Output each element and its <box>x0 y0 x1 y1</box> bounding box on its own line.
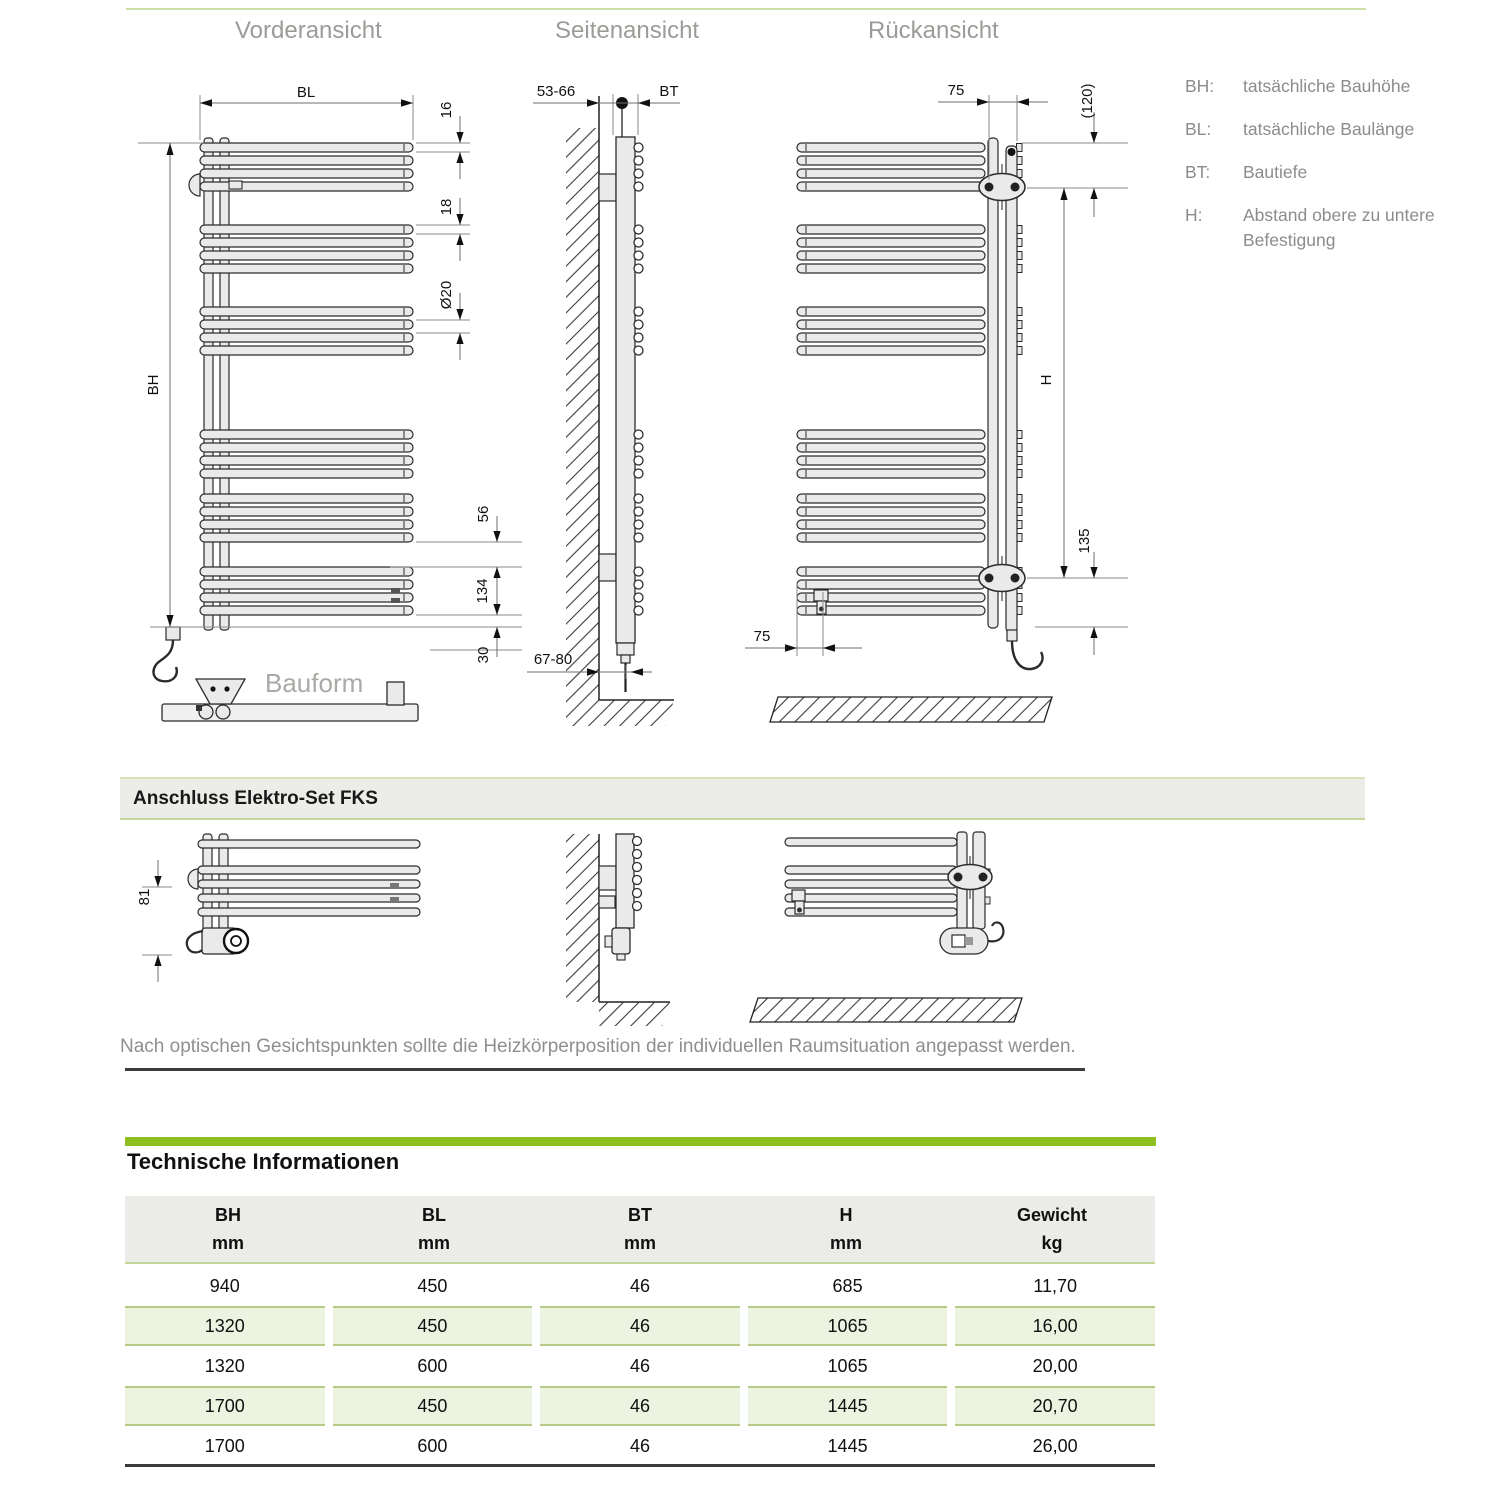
cell-bt: 46 <box>540 1386 740 1426</box>
dim-label-134: 134 <box>474 578 491 604</box>
cell-bl: 450 <box>417 1275 448 1296</box>
dim-label-floor-gap: 67-80 <box>533 651 573 668</box>
table-row <box>125 1426 1155 1466</box>
column-label: BH <box>215 1204 241 1225</box>
column-label: Gewicht <box>1016 1204 1087 1225</box>
cell-bl: 600 <box>417 1355 448 1376</box>
cell-bl: 450 <box>333 1386 533 1426</box>
legend-value: tatsächliche Baulänge <box>1243 119 1415 140</box>
column-unit: mm <box>623 1232 656 1253</box>
dim-label-bh: BH <box>145 374 162 396</box>
bauform-label: Bauform <box>265 668 364 698</box>
column-unit: mm <box>417 1232 450 1253</box>
cell-bt: 46 <box>629 1275 650 1296</box>
cell-h: 1445 <box>748 1386 948 1426</box>
fks-drawing <box>120 828 1180 1040</box>
legend-key: H: <box>1185 205 1203 226</box>
front-vent-valve <box>229 181 242 189</box>
cell-gewicht: 16,00 <box>955 1306 1155 1346</box>
view-title-rear: Rückansicht <box>868 17 999 44</box>
table-title: Technische Informationen <box>127 1149 400 1174</box>
power-cable-hook <box>1012 641 1043 669</box>
rear-view <box>745 82 1128 722</box>
dim-label-bt: BT <box>659 83 679 100</box>
legend-key: BL: <box>1185 119 1212 140</box>
legend-value: Abstand obere zu untere Befestigung <box>1243 205 1435 250</box>
fks-side-fragment <box>566 834 670 1026</box>
cell-gewicht: 20,00 <box>1032 1355 1078 1376</box>
table-row <box>125 1346 1155 1386</box>
side-collector-pipe <box>616 137 635 643</box>
legend-value: Bautiefe <box>1243 162 1308 183</box>
view-title-side: Seitenansicht <box>555 17 700 44</box>
dim-label-18: 18 <box>438 198 455 216</box>
section-divider <box>125 1068 1085 1071</box>
dim-label-h: H <box>1038 374 1055 386</box>
fks-cable <box>988 922 1003 941</box>
column-unit: mm <box>829 1232 862 1253</box>
front-clip <box>391 588 400 593</box>
side-view <box>527 83 680 726</box>
wall-hatching <box>566 128 599 726</box>
front-collector-pipe <box>204 138 213 630</box>
cell-gewicht: 11,70 <box>1033 1275 1078 1296</box>
fks-cable <box>187 931 203 952</box>
table-body <box>125 1266 1155 1466</box>
front-connection-fitting <box>189 174 200 196</box>
front-collector-pipe <box>220 138 229 630</box>
dim-label-75-bottom: 75 <box>753 628 771 645</box>
legend-value: tatsächliche Bauhöhe <box>1243 76 1411 96</box>
cable-gland <box>1007 630 1017 641</box>
rear-pipe-dot <box>1008 148 1016 156</box>
cell-bh: 1320 <box>204 1355 245 1376</box>
cell-bt: 46 <box>629 1435 650 1456</box>
rear-clamp <box>792 890 805 901</box>
floor-hatching <box>599 700 674 726</box>
dim-label-75-top: 75 <box>947 82 965 99</box>
cable-gland <box>166 627 180 640</box>
dim-label-120: (120) <box>1079 83 1096 119</box>
position-note: Nach optischen Gesichtspunkten sollte die Heizkörperposition der individuellen Raumsituation angepasst werden. <box>120 1036 1076 1057</box>
column-header-bl <box>331 1196 537 1262</box>
fks-rear-fragment <box>750 832 1022 1022</box>
wall-bracket <box>599 174 616 201</box>
dim-label-30: 30 <box>475 646 492 664</box>
rear-clamp <box>814 590 828 601</box>
cell-bh: 1320 <box>125 1306 325 1346</box>
cell-bt: 46 <box>629 1355 650 1376</box>
fks-section-title: Anschluss Elektro-Set FKS <box>133 787 378 809</box>
table-row <box>125 1306 1155 1346</box>
wall-bracket <box>599 554 616 581</box>
technical-drawing-main <box>120 70 1180 770</box>
cell-h: 1065 <box>748 1306 948 1346</box>
cell-bh: 1700 <box>204 1435 245 1456</box>
cell-bl: 450 <box>333 1306 533 1346</box>
table-row <box>125 1386 1155 1426</box>
wall-hatching <box>566 834 599 1002</box>
column-header-bh <box>125 1196 331 1262</box>
cell-bh: 1700 <box>125 1386 325 1426</box>
table-header <box>125 1196 1155 1264</box>
floor-hatching <box>599 1002 670 1026</box>
cell-h: 1445 <box>827 1435 868 1456</box>
dim-label-135: 135 <box>1076 528 1093 554</box>
floor-strip <box>750 998 1022 1022</box>
cell-bl: 600 <box>417 1435 448 1456</box>
dim-label-d20: Ø20 <box>438 280 455 310</box>
accent-bar <box>125 1137 1156 1146</box>
dim-label-bl: BL <box>296 84 316 101</box>
legend-key: BT: <box>1185 162 1211 183</box>
cell-h: 1065 <box>827 1355 868 1376</box>
rear-collector-pipe <box>1006 146 1017 632</box>
column-header-bt <box>537 1196 743 1262</box>
front-view <box>138 84 522 721</box>
column-label: BT <box>628 1204 652 1225</box>
fks-front-fragment <box>136 834 420 982</box>
power-cable-hook <box>153 640 176 681</box>
dim-label-56: 56 <box>475 505 492 523</box>
dim-label-wall-gap: 53-66 <box>536 83 576 100</box>
cell-gewicht: 20,70 <box>955 1386 1155 1426</box>
column-header-gewicht <box>949 1196 1155 1262</box>
view-title-front: Vorderansicht <box>235 17 382 44</box>
bauform-schematic <box>162 668 418 721</box>
rear-collector-pipe <box>988 138 998 628</box>
table-row <box>125 1266 1155 1306</box>
floor-strip <box>770 697 1052 722</box>
top-rule <box>126 8 1366 10</box>
cell-bh: 940 <box>209 1275 240 1296</box>
cell-h: 685 <box>832 1275 863 1296</box>
column-unit: mm <box>211 1232 244 1253</box>
dimension-legend <box>1185 74 1461 252</box>
legend-key: BH: <box>1185 76 1215 96</box>
cell-gewicht: 26,00 <box>1032 1435 1078 1456</box>
table-bottom-rule <box>125 1464 1155 1467</box>
column-header-h <box>743 1196 949 1262</box>
dim-label-81: 81 <box>136 888 153 906</box>
column-label: BL <box>422 1204 446 1225</box>
column-unit: kg <box>1041 1232 1063 1253</box>
heating-element-fitting <box>617 643 634 655</box>
dim-label-16: 16 <box>438 101 455 119</box>
cell-bt: 46 <box>540 1306 740 1346</box>
column-label: H <box>839 1204 853 1225</box>
fks-section-header <box>120 777 1365 820</box>
front-clip <box>391 598 400 603</box>
electro-set-fks-unit <box>612 928 630 954</box>
